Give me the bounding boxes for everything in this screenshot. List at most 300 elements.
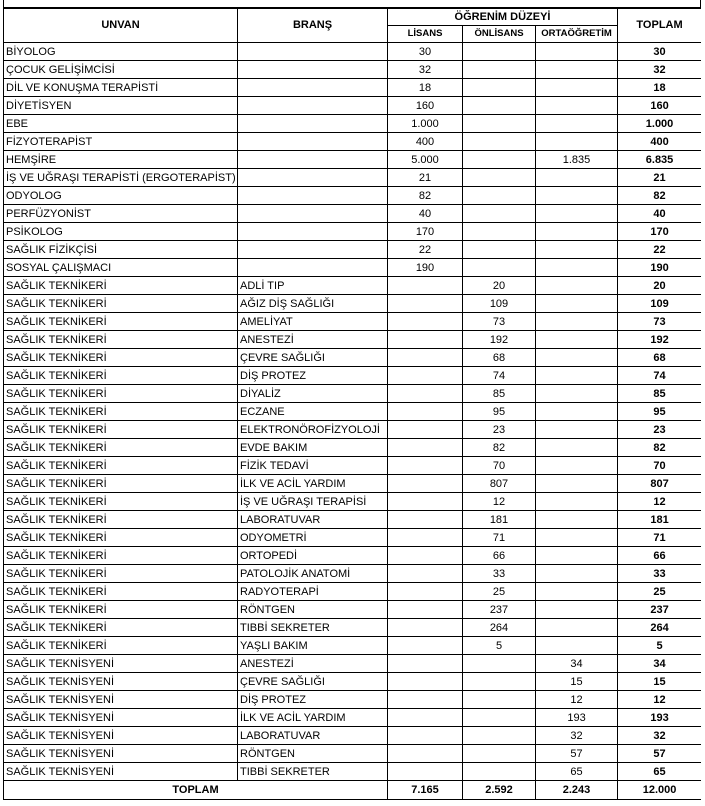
cell-onlisans: 66 [463, 547, 536, 565]
cell-onlisans [463, 43, 536, 61]
cell-ortaogretim: 34 [536, 655, 618, 673]
cell-onlisans [463, 205, 536, 223]
cell-unvan: SAĞLIK TEKNİSYENİ [4, 673, 238, 691]
table-row [4, 403, 702, 421]
cell-brans: PATOLOJİK ANATOMİ [238, 565, 388, 583]
cell-brans: TIBBİ SEKRETER [238, 763, 388, 781]
cell-onlisans: 71 [463, 529, 536, 547]
cell-toplam: 1.000 [618, 115, 701, 133]
cell-ortaogretim [536, 619, 618, 637]
cell-toplam: 160 [618, 97, 701, 115]
cell-toplam: 25 [618, 583, 701, 601]
cell-brans: LABORATUVAR [238, 511, 388, 529]
cell-unvan: FİZYOTERAPİST [4, 133, 238, 151]
cell-lisans [388, 673, 463, 691]
cell-ortaogretim [536, 313, 618, 331]
cell-toplam: 70 [618, 457, 701, 475]
cell-ortaogretim [536, 97, 618, 115]
cell-lisans [388, 367, 463, 385]
cell-brans: ÇEVRE SAĞLIĞI [238, 349, 388, 367]
cell-lisans: 30 [388, 43, 463, 61]
cell-unvan: SOSYAL ÇALIŞMACI [4, 259, 238, 277]
cell-toplam: 82 [618, 439, 701, 457]
cell-lisans: 32 [388, 61, 463, 79]
cell-brans: ORTOPEDİ [238, 547, 388, 565]
table-row [4, 619, 702, 637]
table-row [4, 475, 702, 493]
cell-onlisans [463, 673, 536, 691]
cell-brans: FİZİK TEDAVİ [238, 457, 388, 475]
table-row [4, 79, 702, 97]
cell-ortaogretim [536, 241, 618, 259]
cell-onlisans: 5 [463, 637, 536, 655]
cell-brans: ODYOMETRİ [238, 529, 388, 547]
cell-ortaogretim [536, 529, 618, 547]
cell-toplam: 71 [618, 529, 701, 547]
header-onlisans: ÖNLİSANS [463, 26, 536, 43]
table-row [4, 709, 702, 727]
cell-toplam: 73 [618, 313, 701, 331]
cell-ortaogretim [536, 223, 618, 241]
header-lisans: LİSANS [388, 26, 463, 43]
cell-lisans [388, 439, 463, 457]
cell-unvan: SAĞLIK TEKNİSYENİ [4, 655, 238, 673]
total-label: TOPLAM [4, 781, 388, 800]
cell-lisans [388, 655, 463, 673]
cell-unvan: SAĞLIK TEKNİSYENİ [4, 763, 238, 781]
table-row [4, 205, 702, 223]
table-row [4, 115, 702, 133]
cell-brans: YAŞLI BAKIM [238, 637, 388, 655]
cell-onlisans: 73 [463, 313, 536, 331]
cell-lisans [388, 709, 463, 727]
cell-lisans [388, 745, 463, 763]
cell-ortaogretim [536, 367, 618, 385]
cell-brans: RADYOTERAPİ [238, 583, 388, 601]
cell-brans: RÖNTGEN [238, 601, 388, 619]
cell-lisans [388, 637, 463, 655]
cell-toplam: 22 [618, 241, 701, 259]
cell-lisans [388, 403, 463, 421]
cell-onlisans [463, 133, 536, 151]
cell-ortaogretim: 193 [536, 709, 618, 727]
total-onlisans: 2.592 [463, 781, 536, 800]
cell-toplam: 6.835 [618, 151, 701, 169]
cell-brans [238, 169, 388, 187]
cell-ortaogretim [536, 421, 618, 439]
cell-onlisans [463, 691, 536, 709]
cell-lisans: 82 [388, 187, 463, 205]
cell-brans [238, 241, 388, 259]
cell-unvan: ÇOCUK GELİŞİMCİSİ [4, 61, 238, 79]
cell-ortaogretim: 12 [536, 691, 618, 709]
cell-unvan: DİYETİSYEN [4, 97, 238, 115]
cell-ortaogretim [536, 43, 618, 61]
table-row [4, 151, 702, 169]
cell-onlisans [463, 259, 536, 277]
table-row [4, 655, 702, 673]
cell-unvan: SAĞLIK TEKNİKERİ [4, 403, 238, 421]
table-row [4, 223, 702, 241]
cell-lisans: 22 [388, 241, 463, 259]
cell-lisans [388, 277, 463, 295]
cell-onlisans [463, 745, 536, 763]
total-toplam: 12.000 [618, 781, 701, 800]
table-row [4, 457, 702, 475]
cell-unvan: SAĞLIK TEKNİKERİ [4, 583, 238, 601]
cell-brans: EVDE BAKIM [238, 439, 388, 457]
cell-lisans [388, 763, 463, 781]
table-row [4, 259, 702, 277]
cell-onlisans: 264 [463, 619, 536, 637]
cell-ortaogretim [536, 583, 618, 601]
cell-brans: ECZANE [238, 403, 388, 421]
cell-ortaogretim [536, 511, 618, 529]
cell-lisans [388, 349, 463, 367]
cell-onlisans [463, 727, 536, 745]
cell-unvan: SAĞLIK FİZİKÇİSİ [4, 241, 238, 259]
cell-unvan: SAĞLIK TEKNİKERİ [4, 475, 238, 493]
cell-ortaogretim [536, 115, 618, 133]
cell-ortaogretim [536, 385, 618, 403]
cell-ortaogretim [536, 349, 618, 367]
cell-ortaogretim [536, 205, 618, 223]
cell-onlisans: 25 [463, 583, 536, 601]
cell-unvan: SAĞLIK TEKNİKERİ [4, 385, 238, 403]
table-row [4, 583, 702, 601]
cell-brans: LABORATUVAR [238, 727, 388, 745]
cell-ortaogretim [536, 169, 618, 187]
cell-lisans: 1.000 [388, 115, 463, 133]
table-body [4, 43, 702, 781]
cell-ortaogretim [536, 565, 618, 583]
cell-lisans: 5.000 [388, 151, 463, 169]
cell-lisans [388, 457, 463, 475]
cell-brans [238, 79, 388, 97]
header-brans: BRANŞ [238, 8, 388, 43]
cell-ortaogretim: 32 [536, 727, 618, 745]
cell-unvan: SAĞLIK TEKNİKERİ [4, 457, 238, 475]
cell-ortaogretim [536, 601, 618, 619]
cell-ortaogretim: 65 [536, 763, 618, 781]
cell-ortaogretim [536, 547, 618, 565]
cell-lisans [388, 601, 463, 619]
cell-toplam: 181 [618, 511, 701, 529]
cell-brans: ANESTEZİ [238, 331, 388, 349]
table-row [4, 673, 702, 691]
cell-lisans [388, 727, 463, 745]
cell-toplam: 57 [618, 745, 701, 763]
table-row [4, 493, 702, 511]
cell-unvan: SAĞLIK TEKNİKERİ [4, 637, 238, 655]
cell-toplam: 95 [618, 403, 701, 421]
cell-unvan: DİL VE KONUŞMA TERAPİSTİ [4, 79, 238, 97]
cell-lisans: 400 [388, 133, 463, 151]
header-row-top [4, 8, 702, 26]
cell-toplam: 82 [618, 187, 701, 205]
cell-toplam: 237 [618, 601, 701, 619]
cell-unvan: PSİKOLOG [4, 223, 238, 241]
cell-ortaogretim [536, 403, 618, 421]
cell-unvan: İŞ VE UĞRAŞI TERAPİSTİ (ERGOTERAPİST) [4, 169, 238, 187]
cell-lisans [388, 421, 463, 439]
cell-onlisans: 12 [463, 493, 536, 511]
cell-onlisans [463, 223, 536, 241]
cell-brans [238, 133, 388, 151]
cell-onlisans: 237 [463, 601, 536, 619]
cell-lisans: 170 [388, 223, 463, 241]
cell-lisans [388, 493, 463, 511]
table-row [4, 367, 702, 385]
table-row [4, 313, 702, 331]
document-page [3, 0, 701, 806]
cell-unvan: EBE [4, 115, 238, 133]
cell-brans: İLK VE ACİL YARDIM [238, 709, 388, 727]
cell-unvan: SAĞLIK TEKNİKERİ [4, 601, 238, 619]
cell-toplam: 23 [618, 421, 701, 439]
cell-onlisans [463, 763, 536, 781]
cell-toplam: 20 [618, 277, 701, 295]
cell-toplam: 30 [618, 43, 701, 61]
cell-ortaogretim [536, 277, 618, 295]
cell-onlisans [463, 97, 536, 115]
cell-onlisans: 181 [463, 511, 536, 529]
cell-brans: ÇEVRE SAĞLIĞI [238, 673, 388, 691]
table-row [4, 637, 702, 655]
cell-unvan: SAĞLIK TEKNİKERİ [4, 331, 238, 349]
cell-ortaogretim [536, 79, 618, 97]
cell-onlisans: 74 [463, 367, 536, 385]
cell-unvan: SAĞLIK TEKNİKERİ [4, 565, 238, 583]
cell-unvan: ODYOLOG [4, 187, 238, 205]
header-ortaogretim: ORTAÖĞRETİM [536, 26, 618, 43]
cell-lisans [388, 691, 463, 709]
cell-lisans [388, 313, 463, 331]
cell-ortaogretim: 15 [536, 673, 618, 691]
staff-distribution-table [3, 7, 701, 800]
cell-unvan: SAĞLIK TEKNİKERİ [4, 421, 238, 439]
cell-brans [238, 187, 388, 205]
cell-toplam: 68 [618, 349, 701, 367]
cell-toplam: 33 [618, 565, 701, 583]
cell-lisans [388, 385, 463, 403]
table-row [4, 547, 702, 565]
cell-unvan: BİYOLOG [4, 43, 238, 61]
cell-unvan: SAĞLIK TEKNİKERİ [4, 493, 238, 511]
cell-toplam: 400 [618, 133, 701, 151]
cell-onlisans [463, 61, 536, 79]
cell-ortaogretim [536, 475, 618, 493]
cell-toplam: 190 [618, 259, 701, 277]
cell-brans: AĞIZ DİŞ SAĞLIĞI [238, 295, 388, 313]
cell-unvan: SAĞLIK TEKNİKERİ [4, 277, 238, 295]
cell-brans [238, 61, 388, 79]
cell-unvan: SAĞLIK TEKNİKERİ [4, 529, 238, 547]
table-row [4, 43, 702, 61]
cell-brans: TIBBİ SEKRETER [238, 619, 388, 637]
cell-toplam: 74 [618, 367, 701, 385]
table-row [4, 745, 702, 763]
cell-lisans: 21 [388, 169, 463, 187]
cell-lisans [388, 583, 463, 601]
cell-ortaogretim [536, 259, 618, 277]
cell-onlisans [463, 187, 536, 205]
cell-onlisans [463, 169, 536, 187]
header-unvan: UNVAN [4, 8, 238, 43]
cell-brans [238, 151, 388, 169]
cell-unvan: SAĞLIK TEKNİKERİ [4, 619, 238, 637]
cell-lisans [388, 529, 463, 547]
cell-brans [238, 259, 388, 277]
cell-brans: ADLİ TIP [238, 277, 388, 295]
table-row [4, 349, 702, 367]
cell-unvan: SAĞLIK TEKNİSYENİ [4, 745, 238, 763]
cell-onlisans: 82 [463, 439, 536, 457]
cell-toplam: 32 [618, 727, 701, 745]
cell-lisans: 190 [388, 259, 463, 277]
cell-onlisans: 807 [463, 475, 536, 493]
cell-onlisans: 20 [463, 277, 536, 295]
cell-toplam: 21 [618, 169, 701, 187]
table-row [4, 331, 702, 349]
total-row [4, 781, 702, 800]
cell-onlisans: 68 [463, 349, 536, 367]
cell-brans: RÖNTGEN [238, 745, 388, 763]
cell-unvan: SAĞLIK TEKNİKERİ [4, 547, 238, 565]
cell-lisans [388, 619, 463, 637]
cell-brans: DİYALİZ [238, 385, 388, 403]
cell-ortaogretim [536, 295, 618, 313]
cell-toplam: 40 [618, 205, 701, 223]
cell-lisans [388, 547, 463, 565]
cell-onlisans [463, 709, 536, 727]
cell-brans [238, 205, 388, 223]
table-row [4, 421, 702, 439]
cell-brans: AMELİYAT [238, 313, 388, 331]
cell-ortaogretim [536, 331, 618, 349]
cell-toplam: 85 [618, 385, 701, 403]
cell-ortaogretim [536, 133, 618, 151]
cell-unvan: SAĞLIK TEKNİKERİ [4, 295, 238, 313]
cell-ortaogretim [536, 439, 618, 457]
cell-ortaogretim: 1.835 [536, 151, 618, 169]
cell-brans: ELEKTRONÖROFİZYOLOJİ [238, 421, 388, 439]
table-row [4, 727, 702, 745]
cell-onlisans: 192 [463, 331, 536, 349]
table-row [4, 133, 702, 151]
table-row [4, 187, 702, 205]
cell-unvan: HEMŞİRE [4, 151, 238, 169]
cell-toplam: 807 [618, 475, 701, 493]
table-row [4, 385, 702, 403]
cell-ortaogretim [536, 457, 618, 475]
cell-onlisans [463, 79, 536, 97]
cell-brans: ANESTEZİ [238, 655, 388, 673]
cell-unvan: SAĞLIK TEKNİKERİ [4, 439, 238, 457]
cell-lisans [388, 565, 463, 583]
cell-unvan: SAĞLIK TEKNİKERİ [4, 511, 238, 529]
cell-toplam: 66 [618, 547, 701, 565]
cell-brans: DİŞ PROTEZ [238, 367, 388, 385]
cell-unvan: SAĞLIK TEKNİSYENİ [4, 691, 238, 709]
cell-toplam: 170 [618, 223, 701, 241]
cell-brans [238, 43, 388, 61]
cell-toplam: 5 [618, 637, 701, 655]
cell-toplam: 109 [618, 295, 701, 313]
table-row [4, 691, 702, 709]
cell-unvan: SAĞLIK TEKNİKERİ [4, 313, 238, 331]
cell-lisans [388, 475, 463, 493]
cell-onlisans: 23 [463, 421, 536, 439]
table-row [4, 277, 702, 295]
cell-onlisans [463, 115, 536, 133]
cell-toplam: 264 [618, 619, 701, 637]
header-toplam: TOPLAM [618, 8, 701, 43]
table-row [4, 439, 702, 457]
cell-ortaogretim [536, 493, 618, 511]
cell-toplam: 32 [618, 61, 701, 79]
cell-unvan: PERFÜZYONİST [4, 205, 238, 223]
cell-brans: İLK VE ACİL YARDIM [238, 475, 388, 493]
cell-ortaogretim [536, 637, 618, 655]
cell-ortaogretim [536, 187, 618, 205]
cell-toplam: 12 [618, 691, 701, 709]
cell-onlisans: 33 [463, 565, 536, 583]
cell-onlisans: 70 [463, 457, 536, 475]
table-row [4, 565, 702, 583]
cell-lisans: 40 [388, 205, 463, 223]
table-row [4, 295, 702, 313]
cell-unvan: SAĞLIK TEKNİSYENİ [4, 727, 238, 745]
cell-onlisans: 95 [463, 403, 536, 421]
cell-toplam: 34 [618, 655, 701, 673]
table-row [4, 763, 702, 781]
cell-lisans [388, 331, 463, 349]
cell-brans [238, 115, 388, 133]
cell-unvan: SAĞLIK TEKNİKERİ [4, 349, 238, 367]
cell-brans: İŞ VE UĞRAŞI TERAPİSİ [238, 493, 388, 511]
cell-lisans: 18 [388, 79, 463, 97]
total-ortaogretim: 2.243 [536, 781, 618, 800]
cell-onlisans [463, 241, 536, 259]
cell-toplam: 15 [618, 673, 701, 691]
cell-toplam: 192 [618, 331, 701, 349]
table-row [4, 241, 702, 259]
cell-lisans: 160 [388, 97, 463, 115]
table-row [4, 529, 702, 547]
cell-toplam: 193 [618, 709, 701, 727]
cell-unvan: SAĞLIK TEKNİSYENİ [4, 709, 238, 727]
cell-toplam: 18 [618, 79, 701, 97]
cell-onlisans: 85 [463, 385, 536, 403]
cell-lisans [388, 295, 463, 313]
cell-toplam: 12 [618, 493, 701, 511]
header-ogrenim-duzeyi: ÖĞRENİM DÜZEYİ [388, 8, 618, 26]
table-row [4, 601, 702, 619]
table-row [4, 169, 702, 187]
cell-ortaogretim: 57 [536, 745, 618, 763]
total-lisans: 7.165 [388, 781, 463, 800]
cell-unvan: SAĞLIK TEKNİKERİ [4, 367, 238, 385]
cell-onlisans [463, 655, 536, 673]
cell-ortaogretim [536, 61, 618, 79]
cell-brans: DİŞ PROTEZ [238, 691, 388, 709]
table-row [4, 511, 702, 529]
cell-onlisans: 109 [463, 295, 536, 313]
table-row [4, 61, 702, 79]
cell-toplam: 65 [618, 763, 701, 781]
cell-lisans [388, 511, 463, 529]
